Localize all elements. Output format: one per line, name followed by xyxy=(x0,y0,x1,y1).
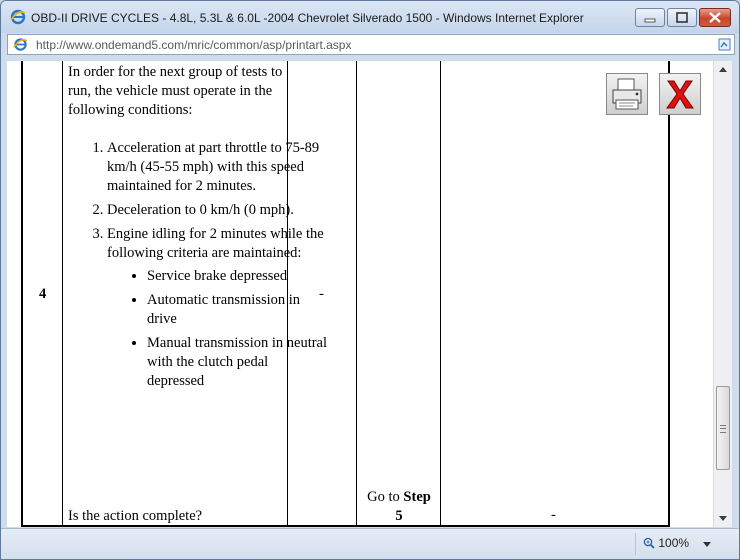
printer-icon xyxy=(607,74,647,114)
table-border-left xyxy=(21,61,23,527)
status-divider xyxy=(635,533,636,555)
criteria-list xyxy=(107,267,327,391)
values-cell: - xyxy=(319,286,324,302)
step-number: 4 xyxy=(39,286,47,302)
page-content xyxy=(7,61,713,527)
zoom-level: 100% xyxy=(658,536,690,550)
column-divider xyxy=(356,61,357,527)
zoom-dropdown-icon[interactable] xyxy=(703,542,711,547)
column-divider xyxy=(62,61,63,527)
action-question: Is the action complete? xyxy=(68,508,203,524)
yes-cell[interactable]: Go to Step 5 xyxy=(367,489,431,524)
minimize-icon xyxy=(636,9,664,26)
list-item: • Manual transmission in neutral with the clutch pedal depressed xyxy=(147,334,327,391)
print-button[interactable] xyxy=(606,73,648,115)
status-bar xyxy=(1,528,739,560)
close-icon xyxy=(700,9,730,26)
column-divider xyxy=(440,61,441,527)
scroll-thumb[interactable] xyxy=(716,386,730,470)
page-status-icon[interactable] xyxy=(718,38,731,51)
vertical-scrollbar[interactable] xyxy=(713,61,732,527)
minimize-button[interactable] xyxy=(635,8,665,27)
scroll-up-icon[interactable] xyxy=(719,67,727,72)
close-page-button[interactable] xyxy=(659,73,701,115)
list-item: 2. Deceleration to 0 km/h (0 mph). xyxy=(107,201,327,220)
url-text[interactable]: http://www.ondemand5.com/mric/common/asp/printart.aspx xyxy=(36,38,352,52)
scroll-down-icon[interactable] xyxy=(719,516,727,521)
close-x-icon xyxy=(660,74,700,114)
list-item: • Service brake depressed xyxy=(147,267,327,286)
list-item: 3. Engine idling for 2 minutes while the following criteria are maintained: • Service brake depressed • Automatic transmission in drive • Manual transmission in neutral with the clutch pedal depressed xyxy=(107,225,327,391)
grip-icon xyxy=(720,425,726,433)
action-intro: In order for the next group of tests to run, the vehicle must operate in the following conditions: xyxy=(68,64,283,118)
close-button[interactable] xyxy=(699,8,731,27)
maximize-button[interactable] xyxy=(667,8,697,27)
list-item: • Automatic transmission in drive xyxy=(147,291,327,329)
table-border-right xyxy=(668,61,670,527)
list-item: 1. Acceleration at part throttle to 75-89 km/h (45-55 mph) with this speed maintained for 2 minutes. xyxy=(107,139,327,196)
zoom-control[interactable] xyxy=(643,536,689,550)
maximize-icon xyxy=(668,9,696,26)
ie-page-icon xyxy=(13,37,28,52)
zoom-magnifier-icon xyxy=(643,537,655,549)
window-title: OBD-II DRIVE CYCLES - 4.8L, 5.3L & 6.0L -2004 Chevrolet Silverado 1500 - Windows Internet Explorer xyxy=(31,11,584,25)
address-bar[interactable] xyxy=(7,34,735,55)
no-cell: - xyxy=(551,507,556,523)
ie-icon xyxy=(10,9,26,25)
title-bar xyxy=(1,1,739,33)
conditions-list xyxy=(67,139,327,396)
